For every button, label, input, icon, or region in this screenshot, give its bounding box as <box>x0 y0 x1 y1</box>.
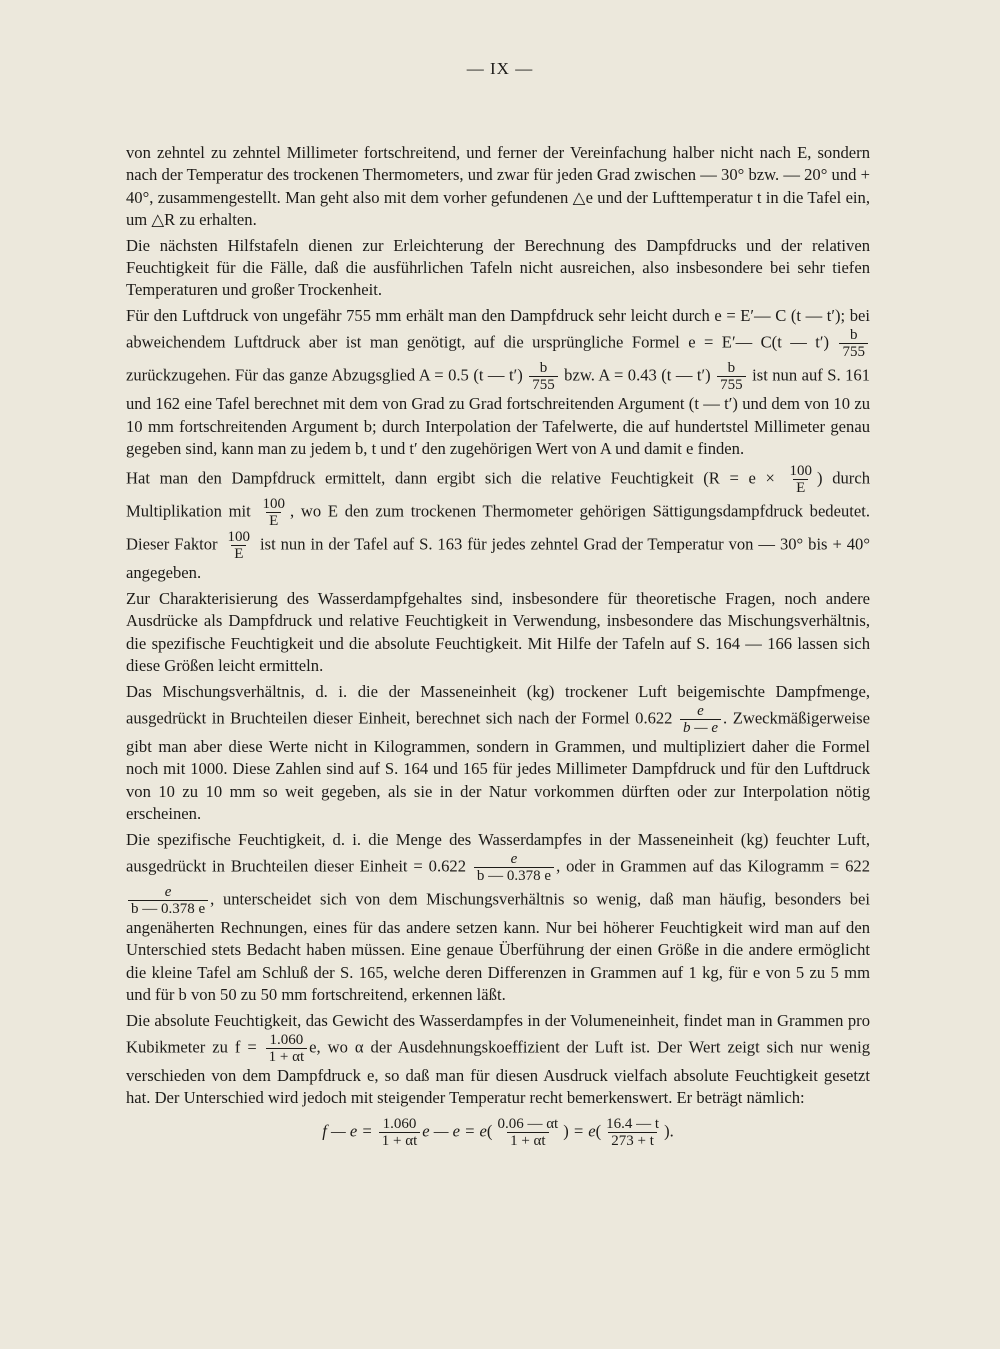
fraction-100-E <box>787 463 816 496</box>
fraction-den: E <box>793 479 808 496</box>
fraction-num: 16.4 — t <box>606 1115 660 1132</box>
p6-text-b: . Zweckmäßigerweise gibt man aber diese Werte nicht in Kilogrammen, sondern in Grammen, und multipliziert daher die Formel noch mit 1000. Diese Zahlen sind auf S. 164 und 165 für jedes Millimeter Dampfdruck und für den Luftdruck von 10 zu 10 mm so weit gegeben, als sie in der Natur vorkommen dürften oder zur Interpolation nötig erscheinen. <box>126 708 870 824</box>
body-text <box>126 142 870 1149</box>
page-number: — IX — <box>466 59 534 78</box>
p8-text-b: e, wo α der Ausdehnungskoeffizient der Luft ist. Der Wert zeigt sich nur wenig verschieden von dem Dampfdruck e, so daß man für diesen Ausdruck vielfach absolute Feuchtigkeit gesetzt hat. Der Unterschied wird jedoch mit steigender Temperatur recht bemerkenswert. Er beträgt nämlich: <box>126 1037 870 1108</box>
fraction-num: 0.06 — αt <box>497 1115 559 1132</box>
p7-text-b: , oder in Grammen auf das Kilogramm = 622 <box>556 856 871 876</box>
formula-end: . <box>669 1121 674 1141</box>
fraction-100-E-2 <box>259 496 288 529</box>
paragraph-2: Die nächsten Hilfstafeln dienen zur Erleichterung der Berechnung des Dampfdrucks und der relativen Feuchtigkeit für die Fälle, daß die ausführlichen Tafeln nicht ausreichen, also insbesondere bei sehr tiefen Temperaturen und großer Trockenheit. <box>126 235 870 300</box>
formula-frac-3 <box>603 1116 662 1149</box>
p4-text-b: durch Multiplikation mit <box>126 468 870 521</box>
fraction-100-E-3 <box>225 529 254 562</box>
fraction-absolute-humidity <box>266 1032 308 1065</box>
fraction-den: 1 + αt <box>507 1132 549 1149</box>
formula-mid-1: e — e = e <box>422 1121 487 1141</box>
fraction-den: b — 0.378 e <box>474 867 554 884</box>
fraction-specific-humidity-2 <box>128 884 208 917</box>
final-formula: f — e = $\frac{1.060}{1 + \alpha t}$ e — e = e( $\frac{0.06 — \alpha t}{1 + \alpha t}$ ) = e( $\frac{16.4 — t}{273 + t}$ ). <box>322 1115 674 1149</box>
fraction-num: 100 <box>789 463 813 480</box>
fraction-b-755-2 <box>529 360 558 393</box>
fraction-den: 755 <box>717 376 746 393</box>
paragraph-1: von zehntel zu zehntel Millimeter fortschreitend, und ferner der Vereinfachung halber nicht nach E, sondern nach der Temperatur des trockenen Thermometers, und zwar für jeden Grad zwischen — 30° bzw. — 20° und + 40°, zusammengestellt. Man geht also mit dem vorher gefundenen △e und der Lufttemperatur t in die Tafel ein, um △R zu erhalten. <box>126 143 870 230</box>
fraction-num: b <box>539 360 548 377</box>
fraction-b-755 <box>839 327 868 360</box>
p7-text-c: , unterscheidet sich von dem Mischungsverhältnis so wenig, daß man häufig, besonders bei angenäherten Rechnungen, eines für das andere setzen kann. Nur bei höherer Feuchtigkeit wird man auf den Unterschied stets Bedacht haben müssen. Eine genaue Überführung der einen Größe in die andere ermöglicht die kleine Tafel am Schluß der S. 165, welche deren Differenzen in Grammen auf 1 kg, für e von 5 zu 5 mm und für b von 50 zu 50 mm fortschreitend, erkennen läßt. <box>126 889 870 1005</box>
paragraph-6 <box>126 681 870 826</box>
paragraph-4: Hat man den Dampfdruck ermittelt, dann ergibt sich die relative Feuchtigkeit (R = e × $\frac{100}{E}$ ) durch Multiplikation mit $\frac{100}{E}$ , wo E den zum trockenen Thermometer gehörigen Sättigungsdampfdruck bedeutet. Dieser Faktor $\frac{100}{E}$ ist nun in der Tafel auf S. 163 für jedes zehntel Grad der Temperatur von — 30° bis + 40° angegeben. <box>126 463 870 583</box>
fraction-den: E <box>266 512 281 529</box>
paragraph-8 <box>126 1010 870 1110</box>
fraction-den: 273 + t <box>608 1132 657 1149</box>
fraction-num: b <box>727 360 736 377</box>
fraction-den: b — e <box>680 719 721 736</box>
p4-text-c: , wo E den zum trockenen Thermometer gehörigen Sättigungsdampfdruck <box>289 501 803 521</box>
p7-text-a: Die spezifische Feuchtigkeit, d. i. die Menge des Wasserdampfes in der Masseneinheit (kg) feuchter Luft, ausgedrückt in Bruchteilen dieser Einheit = 0.622 <box>126 829 870 876</box>
p6-text-a: Das Mischungsverhältnis, d. i. die der Masseneinheit (kg) trockener Luft beigemischte Dampfmenge, ausgedrückt in Bruchteilen dieser Einheit, berechnet sich nach der Formel 0.622 <box>126 681 870 728</box>
p4-text-d: bedeutet. Dieser Faktor <box>126 501 870 554</box>
fraction-num: e <box>510 850 518 867</box>
fraction-num: e <box>697 702 704 719</box>
fraction-num: b <box>849 327 858 344</box>
fraction-specific-humidity <box>474 851 554 884</box>
p4-text-a: Hat man den Dampfdruck ermittelt, dann ergibt sich die relative Feuchtigkeit (R = e × <box>126 468 775 488</box>
p3-text-d: bzw. A = 0.43 (t — t′) <box>564 365 711 385</box>
fraction-den: 755 <box>839 343 868 360</box>
paragraph-7 <box>126 829 870 1007</box>
fraction-b-755-3 <box>717 360 746 393</box>
p3-text-a: Für den Luftdruck von ungefähr 755 mm erhält man den Dampfdruck sehr leicht durch e = E′— C (t — t′); <box>126 305 846 325</box>
p3-text-b: bei abweichendem Luftdruck aber ist man genötigt, auf die ursprüngliche Formel e = E′— C(t — t′) <box>126 305 870 352</box>
paragraph-5: Zur Charakterisierung des Wasserdampfgehaltes sind, insbesondere für theoretische Fragen, noch andere Ausdrücke als Dampfdruck und relative Feuchtigkeit in Verwendung, insbesondere das Mischungsverhältnis, die spezifische Feuchtigkeit und die absolute Feuchtigkeit. Mit Hilfe der Tafeln auf S. 164 — 166 lassen sich diese Größen leicht ermitteln. <box>126 588 870 676</box>
paragraph-3 <box>126 305 870 461</box>
p4-text-e: ist nun in der Tafel auf S. 163 für jedes zehntel Grad der Temperatur von — 30° bis + 40° angegeben. <box>126 534 870 583</box>
fraction-num: 1.060 <box>382 1115 417 1132</box>
fraction-den: b — 0.378 e <box>128 900 208 917</box>
formula-frac-2 <box>494 1116 561 1149</box>
formula-mid-2: = e <box>572 1121 596 1141</box>
fraction-den: E <box>231 545 246 562</box>
p3-text-c: zurückzugehen. Für das ganze Abzugsglied A = 0.5 (t — t′) <box>126 365 523 385</box>
fraction-mixing-ratio <box>680 703 721 736</box>
formula-lhs: f — e = <box>322 1121 373 1141</box>
fraction-den: 1 + αt <box>266 1048 308 1065</box>
fraction-den: 755 <box>529 376 558 393</box>
p8-text-a: Die absolute Feuchtigkeit, das Gewicht des Wasserdampfes in der Volumeneinheit, findet man in Grammen pro Kubikmeter zu f = <box>126 1010 870 1057</box>
p3-text-f: auf S. 161 und 162 eine Tafel berechnet mit dem von Grad zu Grad fortschreitenden Argument (t — t′) und dem von 10 zu 10 mm fortschreitenden Argument b; durch Interpolation der Tafelwerte, die auf hundertstel Millimeter genau gegeben sind, kann man zu jedem b, t und t′ den zugehörigen Wert von A und damit e finden. <box>126 365 870 459</box>
fraction-num: 1.060 <box>269 1031 304 1048</box>
formula-frac-1 <box>379 1116 421 1149</box>
fraction-den: 1 + αt <box>379 1132 421 1149</box>
p3-text-e: ist nun <box>752 365 798 385</box>
fraction-num: 100 <box>262 496 285 513</box>
fraction-num: e <box>164 883 172 900</box>
fraction-num: 100 <box>227 529 251 546</box>
